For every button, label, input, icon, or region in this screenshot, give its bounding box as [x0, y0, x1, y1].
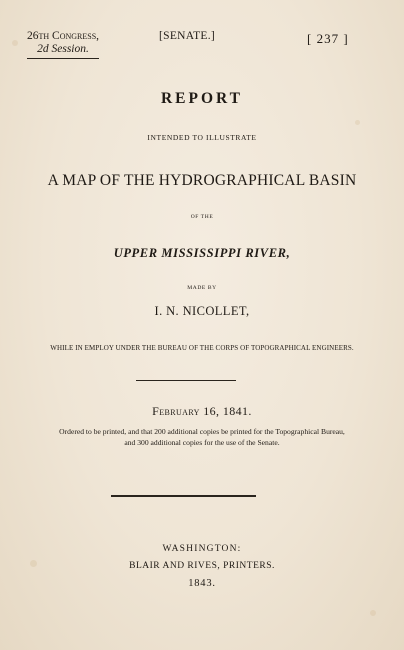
foxing-spot: [370, 610, 376, 616]
river-title: UPPER MISSISSIPPI RIVER,: [113, 246, 291, 260]
author-name: I. N. NICOLLET,: [154, 304, 250, 318]
session-label: 2d Session.: [37, 43, 89, 55]
order-text: [0, 426, 404, 448]
order-date-text: February 16, 1841.: [152, 404, 252, 418]
header-underline: [27, 58, 99, 59]
imprint-year: 1843.: [188, 578, 216, 589]
congress-session-block: [27, 30, 99, 59]
order-date: [0, 404, 404, 419]
imprint-city: WASHINGTON:: [162, 544, 242, 554]
chamber-label: [SENATE.]: [159, 30, 216, 42]
order-line-1: Ordered to be printed, and that 200 additional copies be printed for the Topographical Bureau,: [59, 427, 345, 436]
intended-line: INTENDED TO ILLUSTRATE: [147, 133, 257, 142]
congress-label: 26th Congress,: [27, 30, 100, 42]
foxing-spot: [12, 40, 18, 46]
document-number: [ 237 ]: [307, 31, 349, 46]
employ-line: WHILE IN EMPLOY UNDER THE BUREAU OF THE CORPS OF TOPOGRAPHICAL ENGINEERS.: [50, 344, 354, 352]
made-by-line: MADE BY: [187, 285, 217, 291]
map-title: A MAP OF THE HYDROGRAPHICAL BASIN: [47, 172, 357, 189]
report-heading: REPORT: [160, 90, 244, 107]
imprint-printers: BLAIR AND RIVES, PRINTERS.: [129, 561, 275, 571]
foxing-spot: [355, 120, 360, 125]
order-line-2: and 300 additional copies for the use of the Senate.: [124, 438, 280, 447]
of-the-line: OF THE: [190, 214, 214, 220]
section-divider: [136, 380, 236, 381]
imprint-divider: [111, 495, 256, 497]
